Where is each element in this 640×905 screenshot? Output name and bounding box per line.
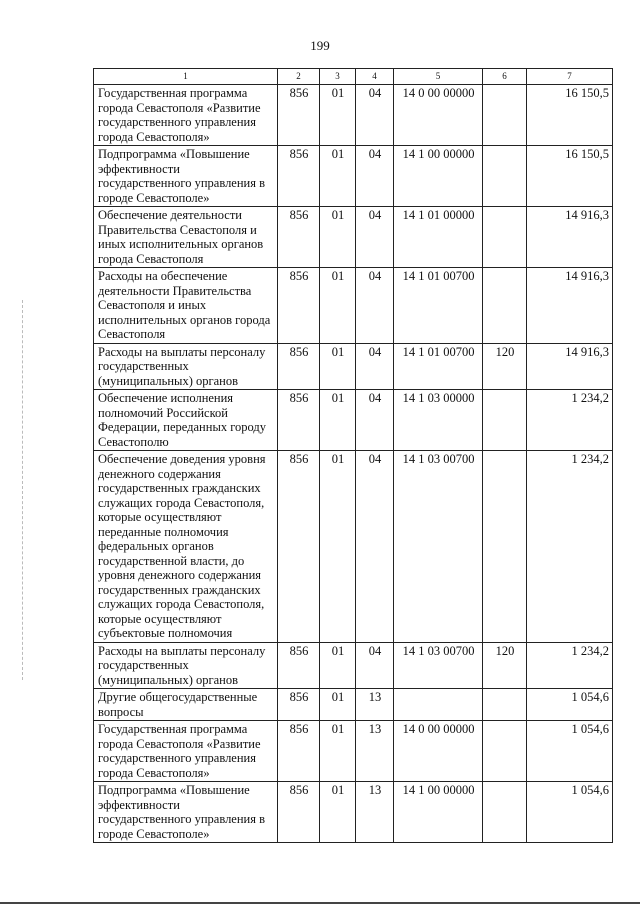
cell-subsection: 04 [356, 207, 394, 268]
column-header: 2 [278, 69, 320, 85]
cell-subsection: 13 [356, 689, 394, 721]
cell-ministry-code: 856 [278, 85, 320, 146]
table-row [94, 721, 613, 782]
cell-subsection: 04 [356, 390, 394, 451]
cell-name: Подпрограмма «Повышение эффективности государственного управления в городе Севастополе» [94, 146, 278, 207]
cell-section: 01 [320, 782, 356, 843]
cell-target-article: 14 0 00 00000 [394, 721, 483, 782]
cell-ministry-code: 856 [278, 146, 320, 207]
table-row [94, 390, 613, 451]
cell-section: 01 [320, 268, 356, 344]
cell-name: Другие общегосударственные вопросы [94, 689, 278, 721]
cell-expense-type: 120 [483, 343, 527, 390]
table-row [94, 451, 613, 643]
scan-edge-line [0, 902, 640, 904]
cell-expense-type [483, 146, 527, 207]
cell-expense-type [483, 390, 527, 451]
cell-amount: 14 916,3 [527, 343, 613, 390]
cell-expense-type [483, 721, 527, 782]
column-header: 3 [320, 69, 356, 85]
cell-section: 01 [320, 390, 356, 451]
cell-expense-type [483, 689, 527, 721]
cell-section: 01 [320, 689, 356, 721]
cell-subsection: 13 [356, 721, 394, 782]
cell-ministry-code: 856 [278, 268, 320, 344]
cell-subsection: 04 [356, 343, 394, 390]
cell-ministry-code: 856 [278, 689, 320, 721]
cell-subsection: 04 [356, 451, 394, 643]
cell-subsection: 04 [356, 268, 394, 344]
table-row [94, 343, 613, 390]
cell-name: Расходы на выплаты персоналу государственных (муниципальных) органов [94, 642, 278, 689]
cell-name: Обеспечение деятельности Правительства Севастополя и иных исполнительных органов города Севастополя [94, 207, 278, 268]
cell-amount: 1 054,6 [527, 721, 613, 782]
cell-ministry-code: 856 [278, 782, 320, 843]
cell-ministry-code: 856 [278, 721, 320, 782]
table-row [94, 85, 613, 146]
cell-amount: 14 916,3 [527, 268, 613, 344]
cell-expense-type [483, 451, 527, 643]
column-header: 5 [394, 69, 483, 85]
cell-name: Подпрограмма «Повышение эффективности государственного управления в городе Севастополе» [94, 782, 278, 843]
cell-target-article: 14 1 03 00700 [394, 642, 483, 689]
cell-section: 01 [320, 85, 356, 146]
cell-name: Обеспечение доведения уровня денежного содержания государственных гражданских служащих города Севастополя, которые осуществляют переданные полномочия федеральных органов государственной власти, до уровня денежного содержания государственных гражданских служащих города Севастополя, которые осуществляют субъектовые полномочия [94, 451, 278, 643]
cell-name: Обеспечение исполнения полномочий Российской Федерации, переданных городу Севастополю [94, 390, 278, 451]
cell-target-article: 14 1 01 00700 [394, 343, 483, 390]
cell-expense-type [483, 85, 527, 146]
table-row [94, 689, 613, 721]
cell-amount: 16 150,5 [527, 146, 613, 207]
cell-amount: 1 234,2 [527, 642, 613, 689]
scan-margin-mark [22, 300, 24, 680]
cell-name: Государственная программа города Севастополя «Развитие государственного управления города Севастополя» [94, 721, 278, 782]
cell-expense-type [483, 207, 527, 268]
cell-section: 01 [320, 451, 356, 643]
column-header: 4 [356, 69, 394, 85]
cell-name: Расходы на выплаты персоналу государственных (муниципальных) органов [94, 343, 278, 390]
cell-target-article: 14 0 00 00000 [394, 85, 483, 146]
cell-target-article: 14 1 01 00000 [394, 207, 483, 268]
cell-ministry-code: 856 [278, 390, 320, 451]
cell-target-article: 14 1 00 00000 [394, 146, 483, 207]
column-header: 6 [483, 69, 527, 85]
cell-ministry-code: 856 [278, 451, 320, 643]
cell-name: Расходы на обеспечение деятельности Правительства Севастополя и иных исполнительных органов города Севастополя [94, 268, 278, 344]
cell-amount: 1 054,6 [527, 689, 613, 721]
cell-target-article: 14 1 03 00000 [394, 390, 483, 451]
cell-subsection: 04 [356, 85, 394, 146]
cell-section: 01 [320, 642, 356, 689]
cell-amount: 1 234,2 [527, 451, 613, 643]
column-header: 7 [527, 69, 613, 85]
cell-section: 01 [320, 721, 356, 782]
cell-section: 01 [320, 146, 356, 207]
cell-amount: 1 234,2 [527, 390, 613, 451]
cell-ministry-code: 856 [278, 343, 320, 390]
cell-expense-type [483, 268, 527, 344]
table-row [94, 268, 613, 344]
cell-amount: 1 054,6 [527, 782, 613, 843]
cell-subsection: 04 [356, 642, 394, 689]
table-row [94, 146, 613, 207]
column-header: 1 [94, 69, 278, 85]
cell-target-article: 14 1 01 00700 [394, 268, 483, 344]
cell-subsection: 04 [356, 146, 394, 207]
cell-ministry-code: 856 [278, 642, 320, 689]
cell-subsection: 13 [356, 782, 394, 843]
cell-expense-type: 120 [483, 642, 527, 689]
cell-section: 01 [320, 343, 356, 390]
cell-target-article: 14 1 00 00000 [394, 782, 483, 843]
cell-section: 01 [320, 207, 356, 268]
table-row [94, 207, 613, 268]
cell-target-article [394, 689, 483, 721]
cell-ministry-code: 856 [278, 207, 320, 268]
cell-amount: 14 916,3 [527, 207, 613, 268]
cell-target-article: 14 1 03 00700 [394, 451, 483, 643]
page-number: 199 [310, 38, 330, 53]
table-row [94, 782, 613, 843]
table-header-row [94, 69, 613, 85]
cell-expense-type [483, 782, 527, 843]
budget-table [93, 68, 613, 843]
cell-name: Государственная программа города Севастополя «Развитие государственного управления города Севастополя» [94, 85, 278, 146]
table-row [94, 642, 613, 689]
cell-amount: 16 150,5 [527, 85, 613, 146]
